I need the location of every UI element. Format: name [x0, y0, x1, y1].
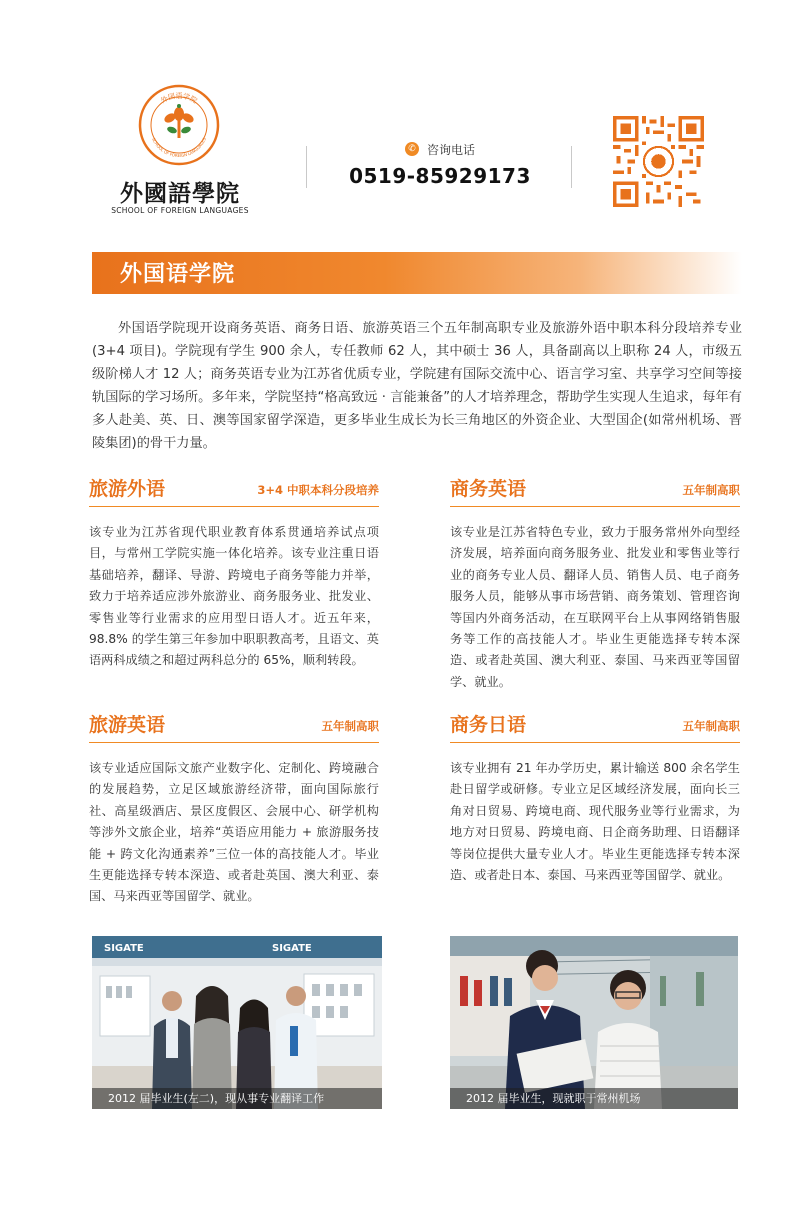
section-title: 外国语学院: [120, 262, 236, 287]
photo-image: [92, 936, 382, 1109]
program-business-japanese: [450, 708, 740, 886]
school-logo: [110, 84, 250, 219]
banner-sign-text: SIGATE: [272, 943, 312, 954]
program-tag: 3+4 中职本科分段培养: [257, 483, 379, 497]
graduate-photo-translator: [92, 936, 382, 1109]
program-description: 该专业拥有 21 年办学历史，累计输送 800 余名学生赴日留学或研修。专业立足区域经济发展，面向长三角对日贸易、跨境电商、现代服务业等行业需求，为地方对日贸易、跨境电商、日企商务助理、日语翻译等岗位提供大量专业人才。毕业生更能选择专转本深造、或者赴日本、泰国、马来西亚等国留学、就业。: [450, 761, 740, 883]
program-business-english: [450, 472, 740, 693]
program-title: 商务英语: [450, 478, 527, 500]
program-title: 旅游外语: [89, 478, 166, 500]
program-description: 该专业是江苏省特色专业，致力于服务常州外向型经济发展，培养面向商务服务业、批发业和零售业等行业的商务专业人员、翻译人员、销售人员、电子商务服务人员，能够从事市场营销、商务策划、管理咨询等国内外商务活动，在互联网平台上从事网络销售服务等工作的高技能人才。毕业生更能选择专转本深造、或者赴英国、澳大利亚、泰国、马来西亚等国留学、就业。: [450, 525, 740, 689]
program-header: [89, 472, 379, 507]
program-title: 商务日语: [450, 714, 527, 736]
program-tag: 五年制高职: [321, 719, 379, 733]
contact-label: 咨询电话: [426, 142, 475, 157]
school-name-cn: 外國語學院: [120, 180, 240, 207]
school-seal-icon: [138, 84, 220, 166]
header-divider-right: [571, 146, 572, 188]
photo-caption: 2012 届毕业生，现就职于常州机场: [450, 1088, 738, 1109]
intro-text: 外国语学院现开设商务英语、商务日语、旅游英语三个五年制高职专业及旅游外语中职本科分段培养专业(3+4 项目)。学院现有学生 900 余人，专任教师 62 人，其中硕士 36 人，具备副高以上职称 24 人，市级五级阶梯人才 12 人；商务英语专业为江苏省优质专业，学院建有国际交流中心、语言学习室、共享学习空间等接轨国际的学习场所。多年来，学院坚持“格高致远 · 言能兼备”的人才培养理念，帮助学生实现人生追求，每年有多人赴美、英、日、澳等国家留学深造，更多毕业生成长为长三角地区的外资企业、大型国企(如常州机场、晋陵集团)的骨干力量。: [92, 321, 742, 451]
photo-image: [450, 936, 738, 1109]
program-tag: 五年制高职: [682, 719, 740, 733]
graduate-photo-airport: [450, 936, 738, 1109]
program-header: [89, 708, 379, 743]
program-description: 该专业适应国际文旅产业数字化、定制化、跨境融合的发展趋势，立足区域旅游经济带，面向国际旅行社、高星级酒店、景区度假区、会展中心、研学机构等涉外文旅企业，培养“英语应用能力 + 旅游服务技能 + 跨文化沟通素养”三位一体的高技能人才。毕业生更能选择专转本深造、或者赴英国、澳大利亚、泰国、马来西亚等国留学、就业。: [89, 761, 379, 904]
program-header: [450, 472, 740, 507]
photo-caption: 2012 届毕业生(左二)，现从事专业翻译工作: [92, 1088, 382, 1109]
seal-top-text: 外国语学院: [159, 92, 199, 106]
qr-code-icon[interactable]: [613, 116, 704, 207]
contact-phone: 0519-85929173: [349, 164, 531, 188]
banner-sign-text: SIGATE: [104, 943, 144, 954]
header-divider-left: [306, 146, 307, 188]
school-name-en: SCHOOL OF FOREIGN LANGUAGES: [111, 206, 249, 215]
program-title: 旅游英语: [89, 714, 166, 736]
program-tourism-foreign-language: [89, 472, 379, 672]
program-tourism-english: [89, 708, 379, 908]
phone-icon: ✆: [405, 142, 419, 156]
intro-paragraph: [92, 317, 742, 455]
program-tag: 五年制高职: [682, 483, 740, 497]
program-description: 该专业为江苏省现代职业教育体系贯通培养试点项目，与常州工学院实施一体化培养。该专业注重日语基础培养，翻译、导游、跨境电子商务等能力并举，致力于培养适应涉外旅游业、商务服务业、批发业、零售业等行业需求的应用型日语人才。近五年来，98.8% 的学生第三年参加中职职教高考，且语文、英语两科成绩之和超过两科总分的 65%，顺利转段。: [89, 525, 379, 668]
program-header: [450, 708, 740, 743]
seal-ring-text: SCHOOL OF FOREIGN LANGUAGES: [151, 136, 207, 159]
contact-block: [345, 140, 535, 188]
